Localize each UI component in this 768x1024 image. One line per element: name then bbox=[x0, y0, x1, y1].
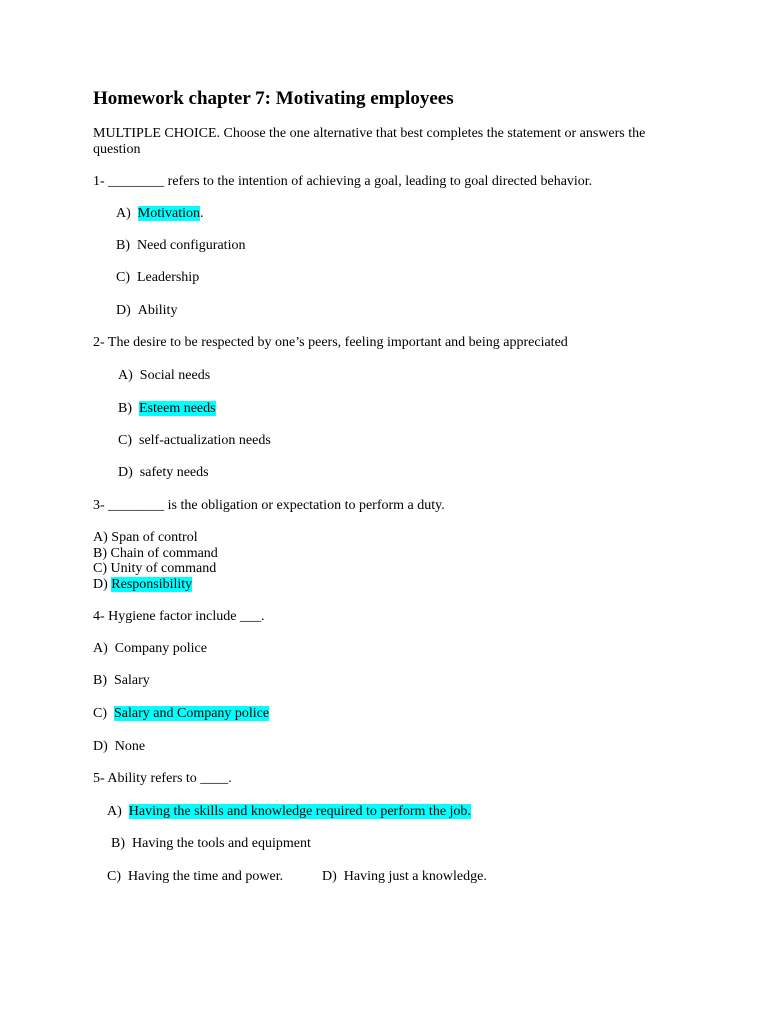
q4-option-a bbox=[93, 641, 207, 657]
option-letter: A) bbox=[116, 206, 131, 221]
q5-option-b bbox=[111, 836, 311, 852]
q5-option-d bbox=[322, 869, 487, 885]
option-text: Need configuration bbox=[137, 238, 246, 253]
q1-option-b bbox=[116, 238, 245, 254]
option-text: Having the tools and equipment bbox=[132, 836, 311, 851]
q3-option-d bbox=[93, 577, 192, 593]
q2-option-d bbox=[118, 465, 209, 481]
q4-option-b bbox=[93, 673, 150, 689]
option-text: Having just a knowledge. bbox=[343, 869, 487, 884]
answer-highlight: Responsibility bbox=[111, 577, 193, 592]
option-text: Salary bbox=[114, 673, 150, 688]
option-letter: B) bbox=[93, 673, 107, 688]
q4-option-c bbox=[93, 706, 269, 722]
option-text: None bbox=[114, 739, 146, 754]
q3-option-a bbox=[93, 530, 198, 546]
q2-option-c bbox=[118, 433, 271, 449]
question-5-text: 5- Ability refers to ____. bbox=[93, 771, 232, 786]
q1-option-c bbox=[116, 270, 199, 286]
question-3-text: 3- ________ is the obligation or expectation to perform a duty. bbox=[93, 498, 445, 513]
option-text: Span of control bbox=[111, 530, 198, 545]
option-letter: D) bbox=[118, 465, 133, 480]
option-letter: C) bbox=[93, 706, 107, 721]
q3-option-c bbox=[93, 561, 216, 577]
option-letter: B) bbox=[111, 836, 125, 851]
answer-highlight: Esteem needs bbox=[139, 401, 216, 416]
document-title: Homework chapter 7: Motivating employees bbox=[93, 88, 454, 109]
option-text: self-actualization needs bbox=[139, 433, 271, 448]
option-letter: C) bbox=[116, 270, 130, 285]
q4-option-d bbox=[93, 739, 145, 755]
option-letter: B) bbox=[93, 546, 107, 561]
option-text: Company police bbox=[114, 641, 207, 656]
q1-option-d bbox=[116, 303, 177, 319]
option-letter: C) bbox=[107, 869, 121, 884]
option-letter: D) bbox=[93, 739, 108, 754]
instructions-text: MULTIPLE CHOICE. Choose the one alternative that best completes the statement or answers the question bbox=[93, 126, 646, 157]
option-letter: D) bbox=[93, 577, 108, 592]
option-text: Chain of command bbox=[110, 546, 218, 561]
option-text: Ability bbox=[137, 303, 178, 318]
option-letter: B) bbox=[116, 238, 130, 253]
option-letter: C) bbox=[118, 433, 132, 448]
answer-highlight: Having the skills and knowledge required to perform the job. bbox=[128, 804, 471, 819]
q5-option-a bbox=[107, 804, 471, 820]
option-letter: C) bbox=[93, 561, 107, 576]
option-letter: A) bbox=[107, 804, 122, 819]
q3-option-b bbox=[93, 546, 218, 562]
option-text: Social needs bbox=[139, 368, 211, 383]
option-text: Having the time and power. bbox=[128, 869, 284, 884]
option-letter: A) bbox=[93, 641, 108, 656]
option-text: safety needs bbox=[139, 465, 209, 480]
q5-option-c bbox=[107, 869, 283, 885]
q1-option-a bbox=[116, 206, 204, 222]
option-letter: A) bbox=[118, 368, 133, 383]
q2-option-b bbox=[118, 401, 216, 417]
answer-highlight: Salary and Company police bbox=[114, 706, 270, 721]
option-text: Unity of command bbox=[110, 561, 217, 576]
option-letter: B) bbox=[118, 401, 132, 416]
option-suffix: . bbox=[200, 206, 204, 221]
q2-option-a bbox=[118, 368, 210, 384]
option-letter: D) bbox=[322, 869, 337, 884]
question-1-text: 1- ________ refers to the intention of achieving a goal, leading to goal directed behavior. bbox=[93, 174, 593, 189]
option-letter: D) bbox=[116, 303, 131, 318]
option-letter: A) bbox=[93, 530, 108, 545]
question-2-text: 2- The desire to be respected by one’s peers, feeling important and being appreciated bbox=[93, 335, 568, 350]
option-text: Leadership bbox=[137, 270, 200, 285]
answer-highlight: Motivation bbox=[137, 206, 201, 221]
question-4-text: 4- Hygiene factor include ___. bbox=[93, 609, 265, 624]
